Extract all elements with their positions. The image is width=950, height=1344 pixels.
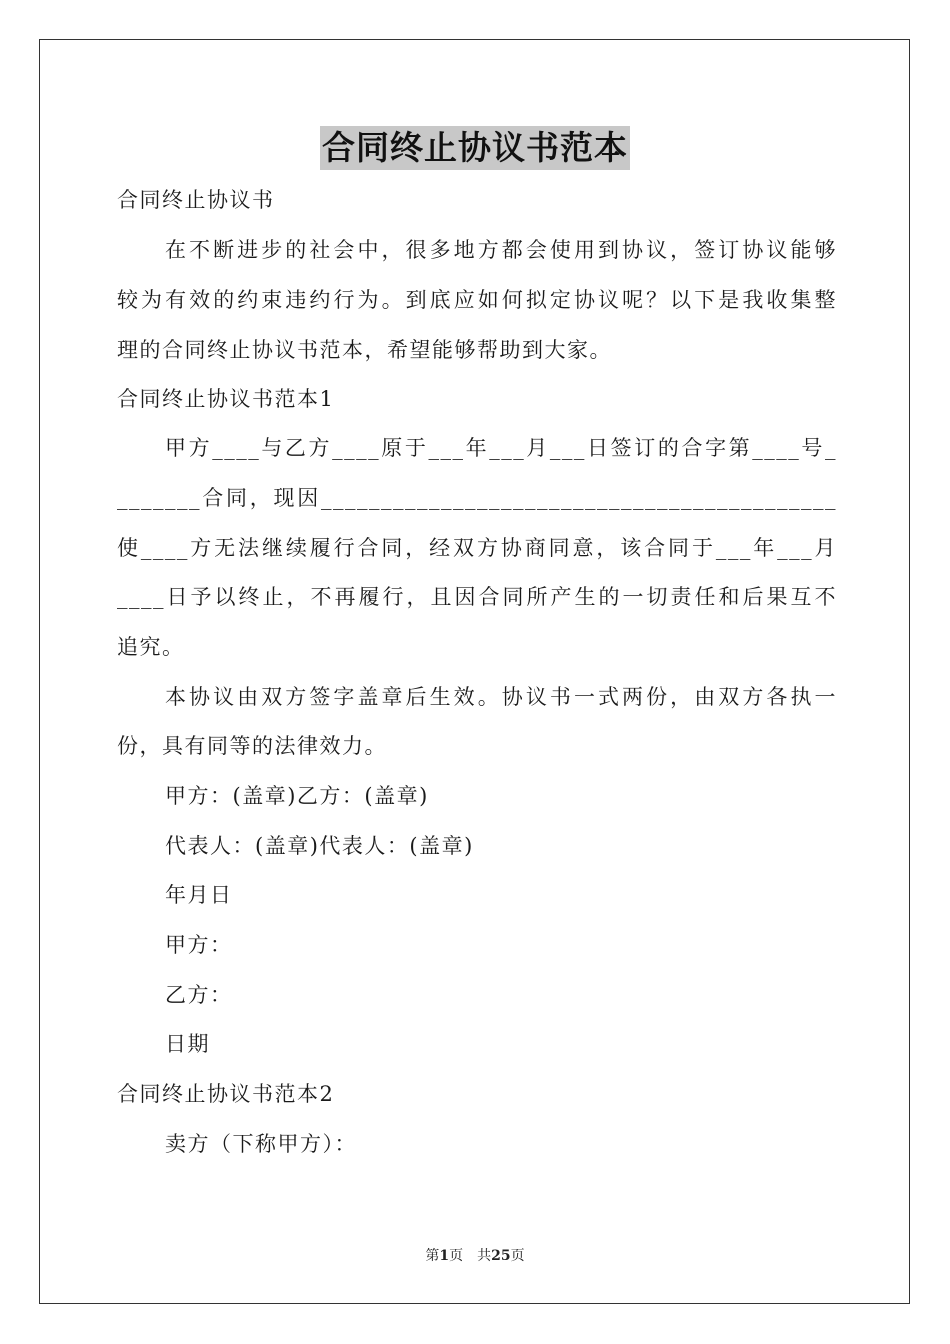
paragraph-line: 追究。: [117, 635, 185, 659]
paragraph-line: ____日予以终止，不再履行，且因合同所产生的一切责任和后果互不: [117, 585, 837, 609]
paragraph-line: 使____方无法继续履行合同，经双方协商同意，该合同于___年___月: [117, 536, 837, 560]
footer-suffix: 页: [510, 1248, 525, 1264]
document-title: 合同终止协议书范本: [320, 126, 630, 170]
paragraph-line: 在不断进步的社会中，很多地方都会使用到协议，签订协议能够: [165, 238, 837, 262]
paragraph-line: 本协议由双方签字盖章后生效。协议书一式两份，由双方各执一: [165, 685, 837, 709]
date-line: 年月日: [165, 883, 233, 907]
party-a-line: 甲方：: [165, 933, 233, 957]
paragraph-line: 理的合同终止协议书范本，希望能够帮助到大家。: [117, 338, 612, 362]
section-heading-2: 合同终止协议书范本2: [117, 1082, 335, 1106]
paragraph-line: 甲方____与乙方____原于___年___月___日签订的合字第____号_: [165, 436, 837, 460]
title-container: [0, 126, 950, 170]
footer-mid: 页 共: [449, 1248, 492, 1264]
date-label: 日期: [165, 1032, 210, 1056]
doc-subtitle: 合同终止协议书: [117, 188, 275, 212]
signature-line: 甲方：(盖章)乙方：(盖章): [165, 784, 429, 808]
total-pages: 25: [491, 1248, 511, 1264]
paragraph-line: 份，具有同等的法律效力。: [117, 734, 387, 758]
party-b-line: 乙方：: [165, 983, 233, 1007]
signature-line: 代表人：(盖章)代表人：(盖章): [165, 834, 474, 858]
page-frame: [39, 39, 910, 1304]
footer-prefix: 第: [425, 1248, 440, 1264]
page-number: 1: [439, 1248, 450, 1264]
section-heading-1: 合同终止协议书范本1: [117, 387, 335, 411]
paragraph-line: 卖方（下称甲方）：: [165, 1132, 357, 1156]
page-footer: [0, 1246, 950, 1266]
paragraph-line: _______合同，现因___________________________________________: [117, 486, 837, 510]
paragraph-line: 较为有效的约束违约行为。到底应如何拟定协议呢？以下是我收集整: [117, 288, 837, 312]
